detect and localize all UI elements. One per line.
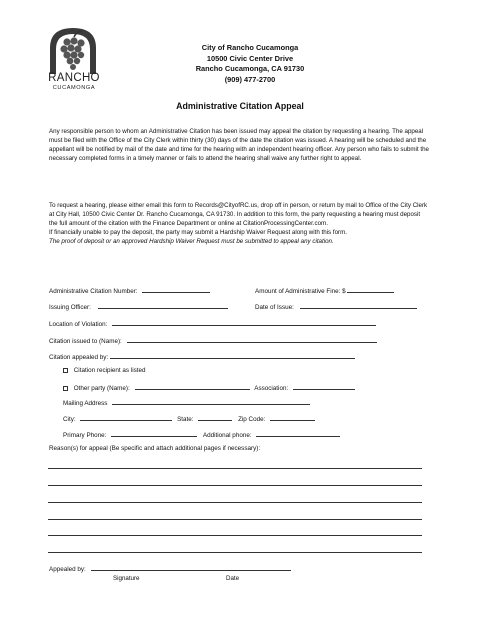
city-address-header bbox=[150, 43, 350, 85]
appealed-by-signature-label: Appealed by: bbox=[49, 566, 86, 573]
phone-row bbox=[63, 430, 340, 439]
date-of-issue-row bbox=[255, 302, 417, 311]
recipient-option-label: Citation recipient as listed bbox=[73, 367, 146, 374]
zip-code-label: Zip Code: bbox=[238, 416, 266, 423]
recipient-checkbox[interactable] bbox=[63, 368, 68, 373]
reasons-row bbox=[49, 445, 260, 452]
mailing-address-row bbox=[63, 398, 310, 407]
issued-to-label: Citation issued to (Name): bbox=[49, 338, 122, 345]
logo-name-line2: CUCAMONGA bbox=[52, 84, 96, 91]
mailing-address-field[interactable] bbox=[112, 398, 310, 405]
association-label: Association: bbox=[254, 385, 289, 392]
issuing-officer-label: Issuing Officer: bbox=[49, 304, 91, 311]
header-street: 10500 Civic Center Drive bbox=[206, 53, 294, 63]
other-party-checkbox[interactable] bbox=[63, 386, 68, 391]
header-city-name: City of Rancho Cucamonga bbox=[201, 43, 299, 52]
state-label: State: bbox=[177, 416, 194, 423]
city-state-zip-row bbox=[63, 414, 315, 423]
reason-line[interactable] bbox=[48, 502, 422, 503]
fine-amount-label: Amount of Administrative Fine: $ bbox=[255, 288, 346, 295]
primary-phone-field[interactable] bbox=[111, 430, 197, 437]
reason-line[interactable] bbox=[48, 468, 422, 469]
issued-to-row bbox=[49, 336, 377, 345]
issuing-officer-row bbox=[49, 302, 228, 311]
location-field[interactable] bbox=[112, 319, 376, 326]
location-label: Location of Violation: bbox=[49, 321, 108, 328]
grapes-arch-icon bbox=[46, 26, 100, 76]
primary-phone-label: Primary Phone: bbox=[63, 432, 107, 439]
association-field[interactable] bbox=[293, 383, 355, 390]
state-field[interactable] bbox=[198, 414, 232, 421]
additional-phone-field[interactable] bbox=[256, 430, 340, 437]
header-phone: (909) 477-2700 bbox=[224, 74, 276, 84]
fine-amount-field[interactable] bbox=[347, 286, 394, 293]
logo-name-line1: RANCHO bbox=[48, 72, 100, 84]
recipient-option-row bbox=[63, 367, 146, 374]
mailing-address-label: Mailing Address bbox=[63, 400, 108, 407]
citation-number-row bbox=[49, 286, 210, 295]
date-of-issue-field[interactable] bbox=[300, 302, 417, 309]
appealed-by-field[interactable] bbox=[110, 352, 355, 359]
city-label: City: bbox=[63, 416, 76, 423]
other-party-name-field[interactable] bbox=[135, 383, 250, 390]
location-row bbox=[49, 319, 376, 328]
other-party-row bbox=[63, 383, 355, 392]
city-field[interactable] bbox=[80, 414, 172, 421]
reason-line[interactable] bbox=[48, 485, 422, 486]
fine-amount-row bbox=[255, 286, 394, 295]
header-city-state-zip: Rancho Cucamonga, CA 91730 bbox=[195, 64, 305, 73]
appealed-by-label: Citation appealed by: bbox=[49, 354, 109, 361]
other-party-label: Other party (Name): bbox=[73, 385, 130, 392]
citation-number-field[interactable] bbox=[142, 286, 210, 293]
reason-line[interactable] bbox=[48, 552, 422, 553]
date-caption: Date bbox=[226, 575, 240, 582]
hearing-request-text: To request a hearing, please either email this form to Records@CityofRC.us, drop off in person, or return by mail to Office of the City Clerk at City Hall, 10500 Civic Center Dr. Rancho Cucamonga, CA 91730. In addition to this form, the party requesting a hearing must deposit the full amount of the citation with the Finance Department or online at CitationProcessingCenter.com. bbox=[49, 202, 428, 228]
reason-line[interactable] bbox=[48, 519, 422, 520]
hardship-waiver-text: If financially unable to pay the deposit, the party may submit a Hardship Waiver Request along with this form. bbox=[49, 229, 347, 237]
citation-number-label: Administrative Citation Number: bbox=[49, 288, 138, 295]
signature-row bbox=[49, 564, 291, 573]
appeal-instructions-paragraph: Any responsible person to whom an Administrative Citation has been issued may appeal the citation by requesting a hearing. The appeal must be filed with the Office of the City Clerk within thirty (30) days of the date the citation was issued. A hearing will be scheduled and the appellant will be notified by mail of the date and time for the hearing with an independent hearing officer. Any person who fails to submit the necessary completed forms in a timely manner or fails to attend the hearing shall waive any further right to appeal. bbox=[49, 128, 429, 163]
date-of-issue-label: Date of Issue: bbox=[255, 304, 294, 311]
additional-phone-label: Additional phone: bbox=[202, 432, 252, 439]
appealed-by-row bbox=[49, 352, 355, 361]
reason-line[interactable] bbox=[48, 535, 422, 536]
form-title: Administrative Citation Appeal bbox=[176, 101, 304, 111]
issuing-officer-field[interactable] bbox=[98, 302, 228, 309]
reasons-label: Reason(s) for appeal (Be specific and attach additional pages if necessary): bbox=[49, 445, 261, 452]
proof-of-deposit-note: The proof of deposit or an approved Hardship Waiver Request must be submitted to appeal any citation. bbox=[49, 238, 334, 246]
signature-caption: Signature bbox=[113, 575, 140, 582]
issued-to-field[interactable] bbox=[127, 336, 377, 343]
signature-date-field[interactable] bbox=[91, 564, 291, 571]
hearing-request-paragraph bbox=[49, 201, 429, 246]
city-logo-wordmark bbox=[44, 73, 104, 91]
zip-code-field[interactable] bbox=[270, 414, 315, 421]
